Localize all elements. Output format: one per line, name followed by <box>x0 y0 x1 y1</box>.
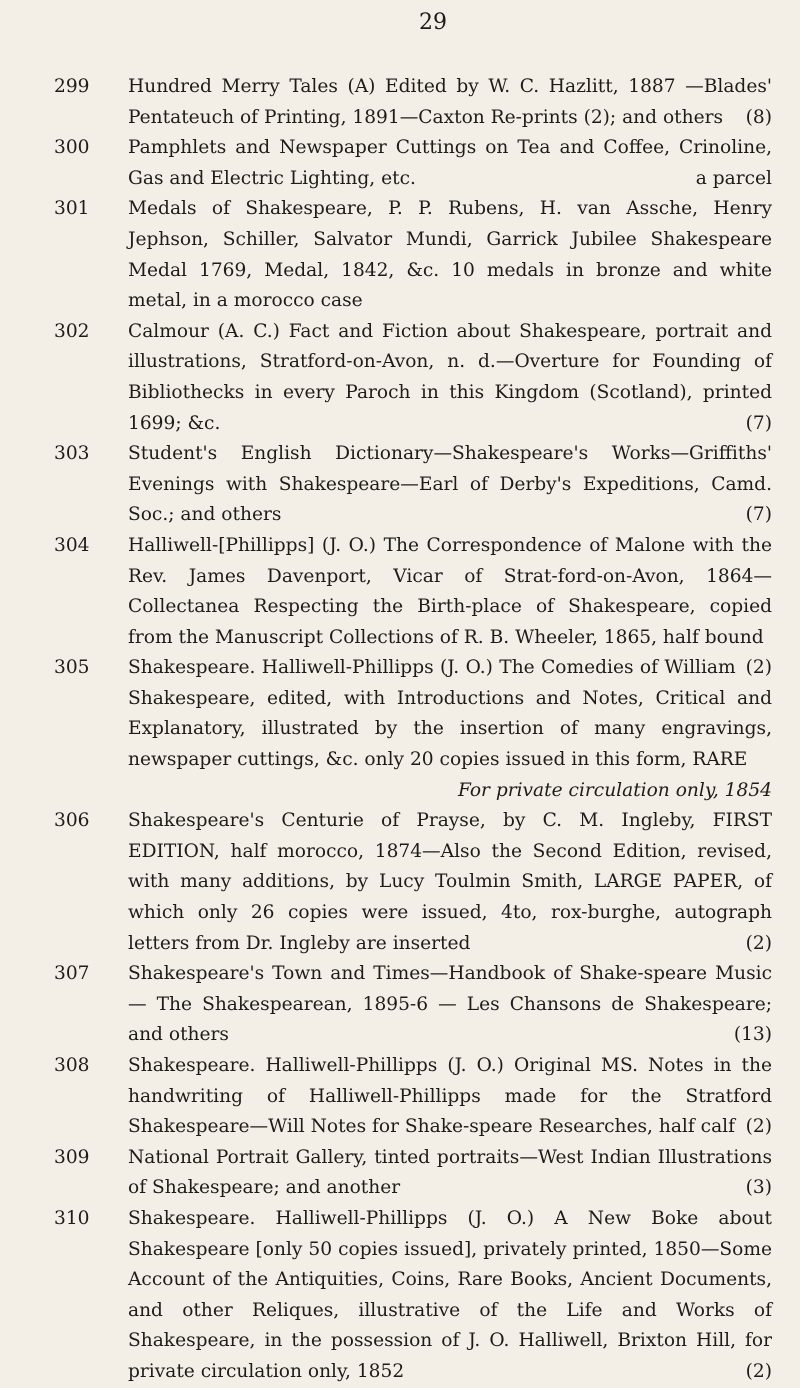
catalogue-entry <box>54 133 772 194</box>
lot-number: 302 <box>54 320 90 342</box>
lot-description: Medals of Shakespeare, P. P. Rubens, H. van Assche, Henry Jephson, Schiller, Salvator Mundi, Garrick Jubilee Shakespeare Medal 1769, Medal, 1842, &c. 10 medals in bronze and white metal, in a morocco case <box>128 198 772 312</box>
catalogue-entry <box>54 1051 772 1143</box>
lot-number: 309 <box>54 1146 90 1168</box>
lot-quantity: (3) <box>745 1177 772 1199</box>
lot-description: Calmour (A. C.) Fact and Fiction about Shakespeare, portrait and illustrations, Stratford-on-Avon, n. d.—Overture for Founding of Bibliothecks in every Paroch in this Kingdom (Scotland), printed 1699; &c. <box>128 320 772 434</box>
lot-number: 301 <box>54 198 90 220</box>
lot-number: 304 <box>54 534 90 556</box>
lot-note: For private circulation only, 1854 <box>457 779 772 801</box>
lot-description: Shakespeare's Centurie of Prayse, by C. M. Ingleby, FIRST EDITION, half morocco, 1874—Also the Second Edition, revised, with many additions, by Lucy Toulmin Smith, LARGE PAPER, of which only 26 copies were issued, 4to, rox-burghe, autograph letters from Dr. Ingleby are inserted <box>128 810 772 954</box>
catalogue-entry <box>54 439 772 531</box>
lot-quantity: (2) <box>745 1360 772 1382</box>
catalogue-entry <box>54 806 772 959</box>
page-number: 29 <box>419 10 447 35</box>
lot-quantity: (2) <box>745 657 772 679</box>
lot-description: Halliwell-[Phillipps] (J. O.) The Correspondence of Malone with the Rev. James Davenport, Vicar of Strat-ford-on-Avon, 1864—Collectanea Respecting the Birth-place of Shakespeare, copied from the Manuscript Collections of R. B. Wheeler, 1865, half bound <box>128 534 772 648</box>
catalogue-entry <box>54 194 772 316</box>
lot-quantity: (7) <box>745 504 772 526</box>
lot-number: 299 <box>54 76 90 97</box>
lot-number: 305 <box>54 657 90 679</box>
lot-description: Shakespeare. Halliwell-Phillipps (J. O.) Original MS. Notes in the handwriting of Halliwell-Phillipps made for the Stratford Shakespeare—Will Notes for Shake-speare Researches, half calf <box>128 1055 772 1138</box>
lot-number: 306 <box>54 810 90 832</box>
lot-description: Student's English Dictionary—Shakespeare's Works—Griffiths' Evenings with Shakespeare—Earl of Derby's Expeditions, Camd. Soc.; and others <box>128 443 772 526</box>
catalogue-entry <box>54 317 772 439</box>
catalogue-entry <box>54 959 772 1051</box>
catalogue-entry <box>54 1143 772 1204</box>
catalogue-entry <box>54 72 772 133</box>
catalogue-entry <box>54 653 772 806</box>
lot-number: 300 <box>54 137 90 159</box>
lot-number: 303 <box>54 443 90 465</box>
lot-quantity: (8) <box>745 106 772 128</box>
lot-description: Hundred Merry Tales (A) Edited by W. C. Hazlitt, 1887 —Blades' Pentateuch of Printing, 1891—Caxton Re-prints (2); and others <box>128 76 772 128</box>
lot-description: Shakespeare's Town and Times—Handbook of Shake-speare Music — The Shakespearean, 1895-6 — Les Chansons de Shakespeare; and others <box>128 963 772 1046</box>
entry-list <box>54 72 772 1388</box>
lot-number: 310 <box>54 1207 90 1229</box>
lot-number: 307 <box>54 963 90 985</box>
lot-quantity: (13) <box>733 1024 772 1046</box>
lot-description: Shakespeare. Halliwell-Phillipps (J. O.) The Comedies of William Shakespeare, edited, with Introductions and Notes, Critical and Explanatory, illustrated by the insertion of many engravings, newspaper cuttings, &c. only 20 copies issued in this form, RARE <box>128 657 772 771</box>
lot-number: 308 <box>54 1055 90 1076</box>
lot-description: National Portrait Gallery, tinted portraits—West Indian Illustrations of Shakespeare; and another <box>128 1146 772 1199</box>
catalogue-entry <box>54 1204 772 1388</box>
lot-description: Pamphlets and Newspaper Cuttings on Tea and Coffee, Crinoline, Gas and Electric Lighting, etc. <box>128 137 772 189</box>
lot-quantity: (7) <box>745 412 772 434</box>
lot-description: Shakespeare. Halliwell-Phillipps (J. O.) A New Boke about Shakespeare [only 50 copies issued], privately printed, 1850—Some Account of the Antiquities, Coins, Rare Books, Ancient Documents, and other Reliques, illustrative of the Life and Works of Shakespeare, in the possession of J. O. Halliwell, Brixton Hill, for private circulation only, 1852 <box>128 1207 772 1382</box>
lot-quantity: a parcel <box>695 167 772 189</box>
lot-quantity: (2) <box>745 932 772 954</box>
lot-quantity: (2) <box>745 1116 772 1138</box>
